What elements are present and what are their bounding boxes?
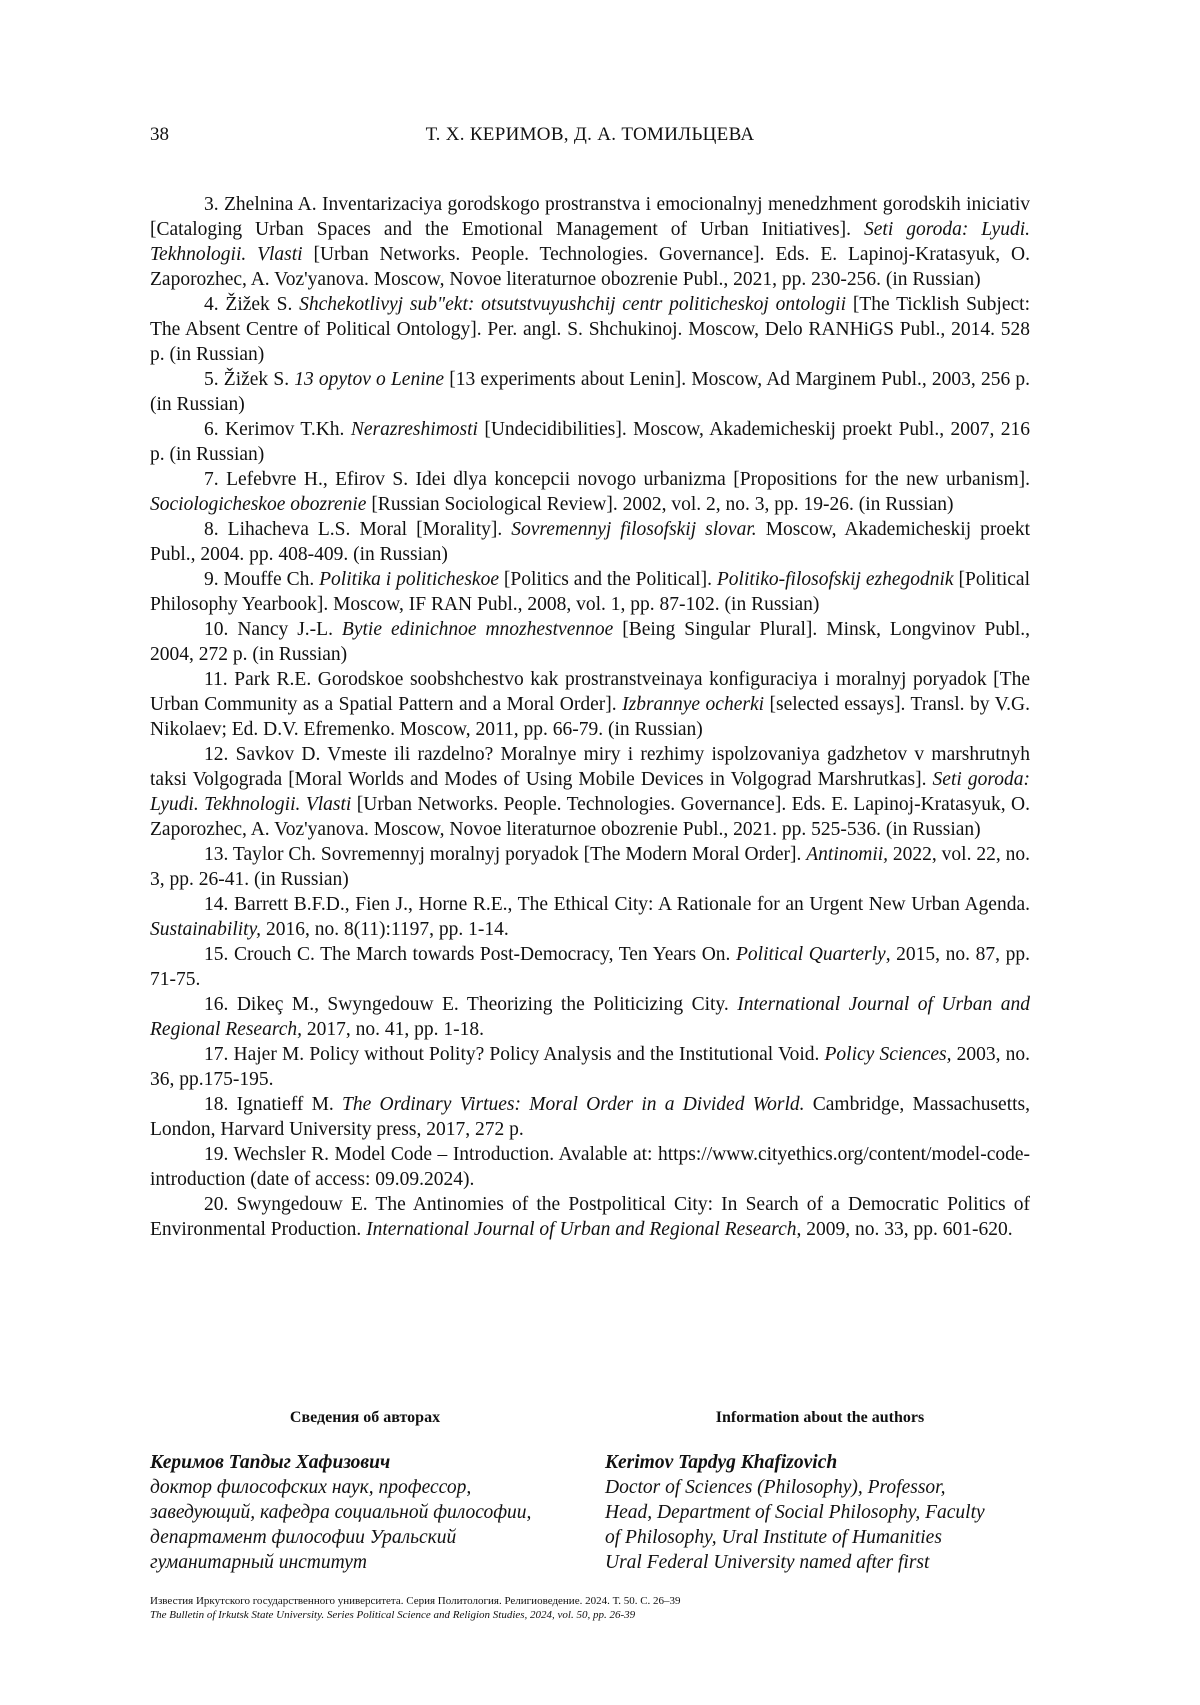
reference-text: 4. Žižek S. (204, 294, 300, 315)
authors-ru (150, 1405, 580, 1575)
author-affiliation-line: Head, Department of Social Philosophy, Faculty (605, 1502, 985, 1523)
reference-title-italic: Sociologicheskoe obozrenie (150, 494, 367, 515)
author-affiliation-line: департамент философии Уральский (150, 1527, 457, 1548)
reference-title-italic: Shchekotlivyj sub"ekt: otsutstvuyushchij centr politicheskoj ontologii (299, 294, 847, 315)
reference-title-italic: Sovremennyj filosofskij slovar. (511, 519, 757, 540)
reference-entry (150, 1192, 1030, 1242)
author-affiliation-line: of Philosophy, Ural Institute of Humanities (605, 1527, 942, 1548)
author-affiliation-line: доктор философских наук, профессор, (150, 1477, 472, 1498)
reference-text: 13. Taylor Ch. Sovremennyj moralnyj poryadok [The Modern Moral Order]. (204, 844, 807, 865)
reference-text: [The Ticklish Subject: The Absent Centre of Political Ontology]. Per. angl. S. Shchukinoj. Moscow, Delo RANHiGS Publ., 2014. 528 p. (in Russian) (150, 294, 1030, 365)
reference-text: [selected essays]. Transl. by V.G. Nikolaev; Ed. D.V. Efremenko. Moscow, 2011, pp. 66-79. (in Russian) (150, 694, 1031, 740)
reference-text: , 2009, no. 33, pp. 601-620. (796, 1219, 1013, 1240)
reference-text: [Russian Sociological Review]. 2002, vol. 2, no. 3, pp. 19-26. (in Russian) (366, 494, 954, 515)
reference-text: [Politics and the Political]. (498, 569, 717, 590)
reference-title-italic: Bytie edinichnoe mnozhestvennoe (341, 619, 614, 640)
reference-title-italic: Seti goroda: Lyudi. Tekhnologii. Vlasti (150, 769, 1030, 815)
authors-en (605, 1405, 1035, 1575)
reference-text: 5. Žižek S. (204, 369, 295, 390)
reference-title-italic: Policy Sciences, (824, 1044, 952, 1065)
footer-citation-en: The Bulletin of Irkutsk State University. Series Political Science and Religion Studies, 2024, vol. 50, pp. 26-39 (150, 1609, 636, 1621)
reference-title-italic: 13 opytov o Lenine (294, 369, 445, 390)
reference-entry (150, 567, 1030, 617)
reference-text: [Political Philosophy Yearbook]. Moscow, IF RAN Publ., 2008, vol. 1, pp. 87-102. (in Russian) (150, 569, 1030, 615)
reference-text: 11. Park R.E. Gorodskoe soobshchestvo kak prostranstveinaya konfiguraciya i moralnyj poryadok [The Urban Community as a Spatial Pattern and a Moral Order]. (150, 669, 1030, 715)
reference-title-italic: Sustainability, (150, 919, 262, 940)
reference-title-italic: International Journal of Urban and Regional Research, (150, 994, 1030, 1040)
reference-entry (150, 992, 1030, 1042)
author-name-ru: Керимов Тапдыг Хафизович (150, 1452, 391, 1473)
reference-text: 19. Wechsler R. Model Code – Introduction. Avalable at: https://www.cityethics.org/content/model-code-introduction (date of access: 09.09.2024). (150, 1144, 1030, 1190)
author-affiliation-line: Ural Federal University named after first (605, 1552, 930, 1573)
reference-entry (150, 1092, 1030, 1142)
reference-entry (150, 292, 1030, 367)
reference-title-italic: The Ordinary Virtues: Moral Order in a Divided World. (342, 1094, 805, 1115)
reference-entry (150, 892, 1030, 942)
reference-text: 8. Lihacheva L.S. Moral [Morality]. (204, 519, 512, 540)
reference-text: 3. Zhelnina A. Inventarizaciya gorodskogo prostranstva i emocionalnyj menedzhment gorodskih iniciativ [Cataloging Urban Spaces and the Emotional Management of Urban Initiatives]. (150, 194, 1030, 240)
reference-text: 15. Crouch C. The March towards Post-Democracy, Ten Years On. (204, 944, 737, 965)
reference-entry (150, 192, 1030, 292)
running-head: Т. Х. КЕРИМОВ, Д. А. ТОМИЛЬЦЕВА (425, 124, 755, 145)
reference-title-italic: International Journal of Urban and Regional Research (366, 1219, 797, 1240)
reference-entry (150, 667, 1030, 742)
reference-text: [Urban Networks. People. Technologies. Governance]. Eds. E. Lapinoj-Kratasyuk, O. Zaporozhec, A. Voz'yanova. Moscow, Novoe literaturnoe obozrenie Publ., 2021. pp. 525-536. (in Russian) (150, 794, 1030, 840)
reference-list (150, 192, 1030, 1242)
reference-text: [Urban Networks. People. Technologies. Governance]. Eds. E. Lapinoj-Kratasyuk, O. Zaporozhec, A. Voz'yanova. Moscow, Novoe literaturnoe obozrenie Publ., 2021, pp. 230-256. (in Russian) (150, 244, 1030, 290)
author-affiliation-line: заведующий, кафедра социальной философии, (150, 1502, 532, 1523)
reference-entry (150, 1042, 1030, 1092)
reference-text: [Being Singular Plural]. Minsk, Longvinov Publ., 2004, 272 p. (in Russian) (150, 619, 1030, 665)
reference-title-italic: Seti goroda: Lyudi. Tekhnologii. Vlasti (150, 219, 1031, 265)
author-affiliation-line: гуманитарный институт (150, 1552, 367, 1573)
reference-title-italic: Politiko-filosofskij ezhegodnik (716, 569, 954, 590)
reference-entry (150, 617, 1030, 667)
reference-text: 6. Kerimov T.Kh. (204, 419, 351, 440)
reference-text: 2022, vol. 22, no. 3, pp. 26-41. (in Russian) (150, 844, 1030, 890)
reference-entry (150, 367, 1030, 417)
reference-text: 12. Savkov D. Vmeste ili razdelno? Moralnye miry i rezhimy ispolzovaniya gadzhetov v marshrutnyh taksi Volgograda [Moral Worlds and Modes of Using Mobile Devices in Volgograd Marshrutkas]. (150, 744, 1030, 790)
reference-text: 18. Ignatieff M. (204, 1094, 343, 1115)
reference-text: 2003, no. 36, pp.175-195. (150, 1044, 1031, 1090)
authors-heading-ru: Сведения об авторах (289, 1409, 441, 1426)
reference-text: Cambridge, Massachusetts, London, Harvard University press, 2017, 272 p. (150, 1094, 1031, 1140)
reference-entry (150, 517, 1030, 567)
reference-text: 2017, no. 41, pp. 1-18. (301, 1019, 484, 1040)
reference-text: 9. Mouffe Ch. (204, 569, 320, 590)
reference-entry (150, 842, 1030, 892)
author-affiliation-line: Doctor of Sciences (Philosophy), Professor, (605, 1477, 946, 1498)
reference-text: [13 experiments about Lenin]. Moscow, Ad Marginem Publ., 2003, 256 p. (in Russian) (150, 369, 1030, 415)
reference-text: 16. Dikeç M., Swyngedouw E. Theorizing the Politicizing City. (204, 994, 738, 1015)
reference-title-italic: Nerazreshimosti (350, 419, 478, 440)
reference-entry (150, 942, 1030, 992)
reference-entry (150, 1142, 1030, 1192)
reference-title-italic: Izbrannye ocherki (622, 694, 765, 715)
reference-text: Moscow, Akademicheskij proekt Publ., 2004. pp. 408-409. (in Russian) (150, 519, 1030, 565)
reference-entry (150, 417, 1030, 467)
reference-title-italic: Antinomii, (806, 844, 889, 865)
reference-title-italic: Politika i politicheskoe (319, 569, 499, 590)
reference-text: 2016, no. 8(11):1197, pp. 1-14. (261, 919, 509, 940)
reference-text: 20. Swyngedouw E. The Antinomies of the Postpolitical City: In Search of a Democratic Politics of Environmental Production. (150, 1194, 1030, 1240)
reference-text: 14. Barrett B.F.D., Fien J., Horne R.E., The Ethical City: A Rationale for an Urgent New Urban Agenda. (204, 894, 1030, 915)
page-number: 38 (150, 124, 169, 145)
footer-citation-ru: Известия Иркутского государственного университета. Серия Политология. Религиоведение. 2024. Т. 50. С. 26–39 (150, 1595, 681, 1607)
reference-text: 17. Hajer M. Policy without Polity? Policy Analysis and the Institutional Void. (204, 1044, 825, 1065)
journal-footer (150, 1594, 1030, 1622)
reference-entry (150, 467, 1030, 517)
reference-text: 10. Nancy J.-L. (204, 619, 342, 640)
reference-title-italic: Political Quarterly (736, 944, 886, 965)
reference-text: 7. Lefebvre H., Efirov S. Idei dlya koncepcii novogo urbanizma [Propositions for the new urbanism]. (204, 469, 1030, 490)
reference-text: , 2015, no. 87, pp. 71-75. (150, 944, 1030, 990)
reference-entry (150, 742, 1030, 842)
authors-heading-en: Information about the authors (715, 1409, 925, 1426)
author-name-en: Kerimov Tapdyg Khafizovich (605, 1452, 838, 1473)
page-header (150, 124, 1030, 154)
reference-text: [Undecidibilities]. Moscow, Akademicheskij proekt Publ., 2007, 216 p. (in Russian) (150, 419, 1030, 465)
